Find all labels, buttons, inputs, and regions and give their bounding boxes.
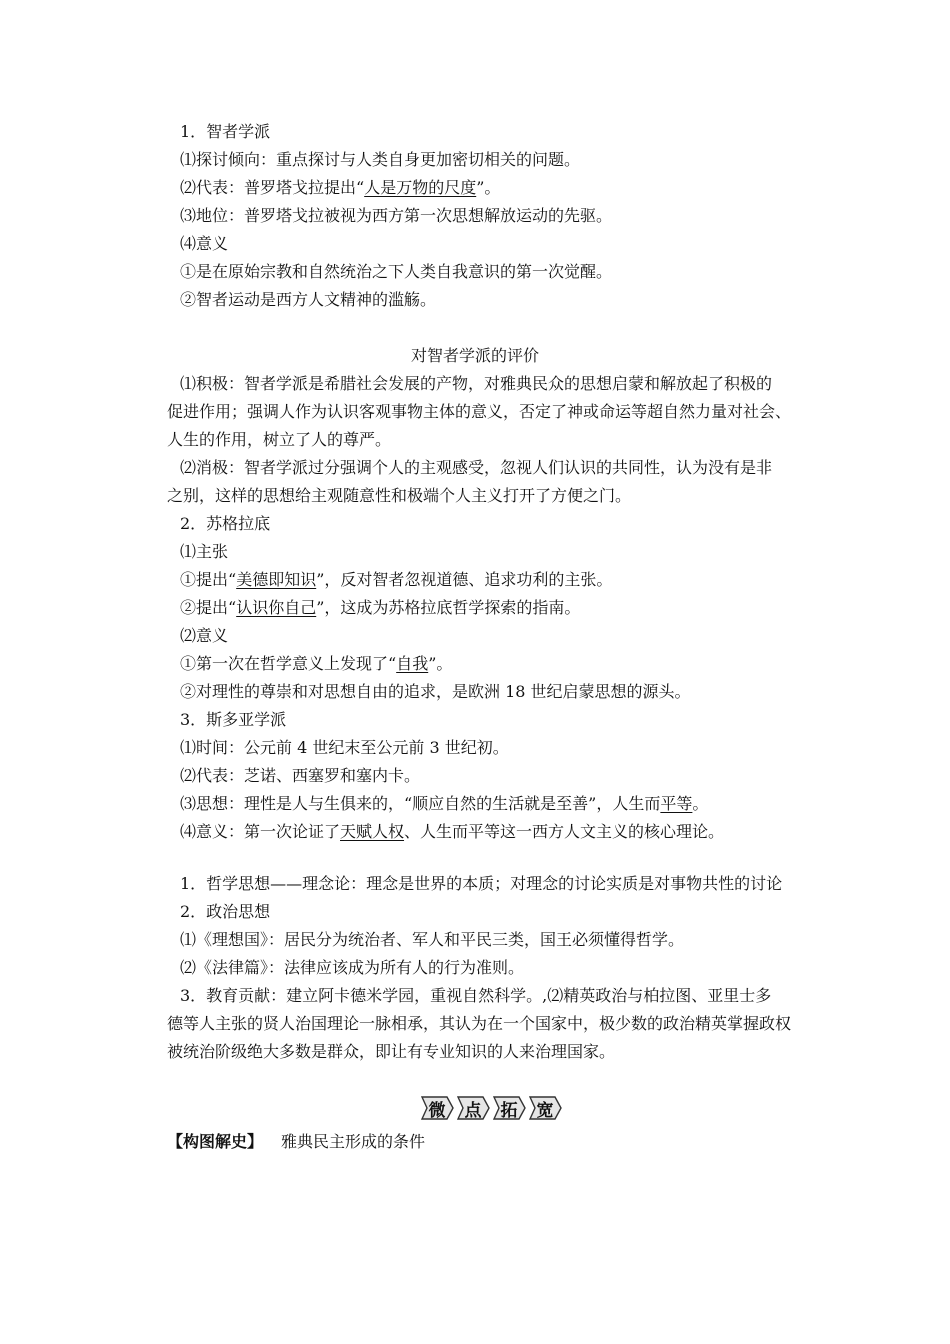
banner-chip: 点 [456, 1096, 490, 1120]
section3-line1: ⑴时间：公元前 4 世纪末至公元前 3 世纪初。 [180, 738, 509, 757]
plato-line3: ⑴《理想国》：居民分为统治者、军人和平民三类，国王必须懂得哲学。 [180, 930, 685, 949]
evaluation-p1-line2: 促进作用；强调人作为认识客观事物主体的意义，否定了神或命运等超自然力量对社会、 [167, 402, 792, 421]
underlined-term: 美德即知识 [236, 570, 317, 589]
section-banner [420, 1094, 564, 1122]
plato-line5: 3．教育贡献：建立阿卡德米学园，重视自然科学。,⑵精英政治与柏拉图、亚里士多 [180, 986, 772, 1005]
section3-line2: ⑵代表：芝诺、西塞罗和塞内卡。 [180, 766, 421, 785]
section2-title: 2．苏格拉底 [180, 514, 271, 533]
plato-line2: 2．政治思想 [180, 902, 271, 921]
section1-line3: ⑶地位：普罗塔戈拉被视为西方第一次思想解放运动的先驱。 [180, 206, 613, 225]
evaluation-p2-line2: 之别，这样的思想给主观随意性和极端个人主义打开了方便之门。 [167, 486, 632, 505]
evaluation-p1-line3: 人生的作用，树立了人的尊严。 [167, 430, 392, 449]
section1-line5: ①是在原始宗教和自然统治之下人类自我意识的第一次觉醒。 [180, 262, 613, 281]
figure-title: 雅典民主形成的条件 [281, 1132, 426, 1151]
section1-line4: ⑷意义 [180, 234, 229, 253]
plato-line7: 被统治阶级绝大多数是群众，即让有专业知识的人来治理国家。 [167, 1042, 616, 1061]
underlined-term: 认识你自己 [236, 598, 317, 617]
section2-line2: ①提出“美德即知识”，反对智者忽视道德、追求功利的主张。 [180, 570, 613, 589]
section3-line4: ⑷意义：第一次论证了天赋人权、人生而平等这一西方人文主义的核心理论。 [180, 822, 725, 841]
section1-line1: ⑴探讨倾向：重点探讨与人类自身更加密切相关的问题。 [180, 150, 581, 169]
section1-title: 1．智者学派 [180, 122, 271, 141]
banner-chip: 微 [420, 1096, 454, 1120]
plato-line6: 德等人主张的贤人治国理论一脉相承，其认为在一个国家中，极少数的政治精英掌握政权 [167, 1014, 792, 1033]
section1-line6: ②智者运动是西方人文精神的滥觞。 [180, 290, 437, 309]
section3-title: 3．斯多亚学派 [180, 710, 287, 729]
section2-line1: ⑴主张 [180, 542, 229, 561]
banner-chip: 宽 [528, 1096, 562, 1120]
underlined-term: 人是万物的尺度 [364, 178, 477, 197]
evaluation-p1-line1: ⑴积极：智者学派是希腊社会发展的产物，对雅典民众的思想启蒙和解放起了积极的 [180, 374, 773, 393]
plato-line4: ⑵《法律篇》：法律应该成为所有人的行为准则。 [180, 958, 525, 977]
section1-line2: ⑵代表：普罗塔戈拉提出“人是万物的尺度”。 [180, 178, 501, 197]
section2-line6: ②对理性的尊崇和对思想自由的追求，是欧洲 18 世纪启蒙思想的源头。 [180, 682, 691, 701]
banner-chip: 拓 [492, 1096, 526, 1120]
underlined-term: 平等 [660, 794, 693, 813]
evaluation-p2-line1: ⑵消极：智者学派过分强调个人的主观感受，忽视人们认识的共同性，认为没有是非 [180, 458, 773, 477]
section2-line5: ①第一次在哲学意义上发现了“自我”。 [180, 654, 453, 673]
underlined-term: 自我 [396, 654, 429, 673]
section-bracket-label: 【构图解史】 [167, 1132, 264, 1151]
underlined-term: 天赋人权 [340, 822, 405, 841]
plato-line1: 1．哲学思想——理念论：理念是世界的本质；对理念的讨论实质是对事物共性的讨论 [180, 874, 783, 893]
section3-line3: ⑶思想：理性是人与生俱来的，“顺应自然的生活就是至善”，人生而平等。 [180, 794, 709, 813]
figure-title-line [167, 1128, 817, 1156]
section2-line3: ②提出“认识你自己”，这成为苏格拉底哲学探索的指南。 [180, 598, 581, 617]
evaluation-heading: 对智者学派的评价 [410, 346, 539, 365]
section2-line4: ⑵意义 [180, 626, 229, 645]
